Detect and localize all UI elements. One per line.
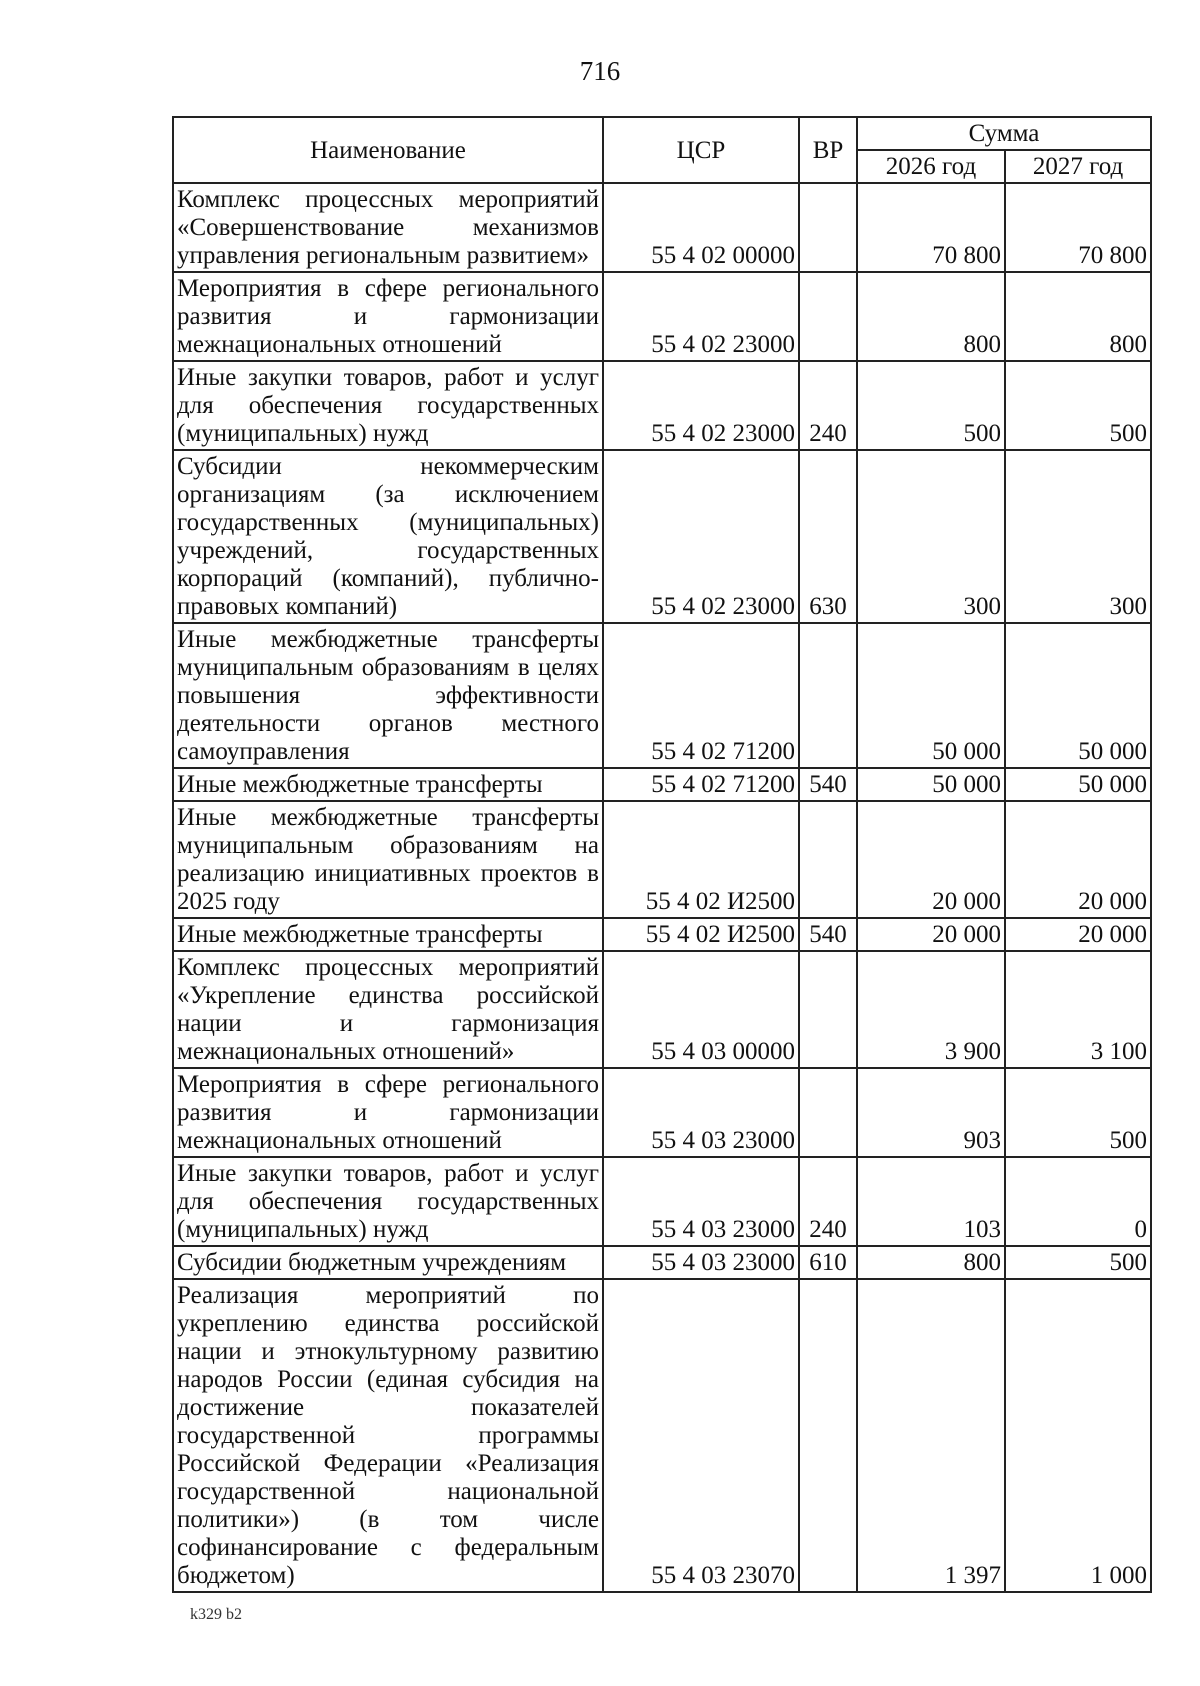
row-name: Комплекс процессных мероприятий «Совершенствование механизмов управления региональным развитием» (173, 183, 603, 272)
table-row (173, 1068, 1151, 1157)
table-row (173, 1157, 1151, 1246)
table-row (173, 768, 1151, 801)
row-csr: 55 4 02 71200 (603, 623, 799, 768)
row-name: Субсидии бюджетным учреждениям (173, 1246, 603, 1279)
row-vr (799, 1068, 857, 1157)
row-vr (799, 623, 857, 768)
table-row (173, 1246, 1151, 1279)
row-name: Мероприятия в сфере регионального развития и гармонизации межнациональных отношений (173, 272, 603, 361)
table-row (173, 272, 1151, 361)
row-sum-2026: 3 900 (857, 951, 1005, 1068)
header-vr: ВР (799, 117, 857, 183)
row-name: Иные межбюджетные трансферты муниципальным образованиям в целях повышения эффективности деятельности органов местного самоуправления (173, 623, 603, 768)
row-sum-2027: 70 800 (1005, 183, 1151, 272)
table-row (173, 183, 1151, 272)
row-name: Мероприятия в сфере регионального развития и гармонизации межнациональных отношений (173, 1068, 603, 1157)
row-csr: 55 4 02 00000 (603, 183, 799, 272)
row-sum-2027: 500 (1005, 1246, 1151, 1279)
row-sum-2026: 50 000 (857, 623, 1005, 768)
header-year-2026: 2026 год (857, 150, 1005, 183)
table-row (173, 450, 1151, 623)
row-sum-2026: 800 (857, 272, 1005, 361)
row-vr: 240 (799, 361, 857, 450)
footer-code: k329 b2 (190, 1606, 242, 1623)
row-name: Иные межбюджетные трансферты (173, 768, 603, 801)
table-row (173, 918, 1151, 951)
row-vr: 630 (799, 450, 857, 623)
table-row (173, 951, 1151, 1068)
row-csr: 55 4 02 23000 (603, 272, 799, 361)
row-sum-2026: 500 (857, 361, 1005, 450)
row-sum-2027: 20 000 (1005, 918, 1151, 951)
row-sum-2026: 70 800 (857, 183, 1005, 272)
row-sum-2027: 50 000 (1005, 623, 1151, 768)
row-vr (799, 951, 857, 1068)
budget-table (172, 116, 1152, 1593)
row-sum-2027: 500 (1005, 1068, 1151, 1157)
row-csr: 55 4 02 23000 (603, 450, 799, 623)
page-number: 716 (579, 56, 621, 86)
header-year-2027: 2027 год (1005, 150, 1151, 183)
row-vr (799, 183, 857, 272)
row-sum-2027: 500 (1005, 361, 1151, 450)
row-name: Комплекс процессных мероприятий «Укрепление единства российской нации и гармонизация межнациональных отношений» (173, 951, 603, 1068)
table-row (173, 801, 1151, 918)
row-vr: 540 (799, 918, 857, 951)
row-sum-2027: 800 (1005, 272, 1151, 361)
row-csr: 55 4 03 23000 (603, 1157, 799, 1246)
row-vr (799, 272, 857, 361)
row-csr: 55 4 03 00000 (603, 951, 799, 1068)
row-csr: 55 4 02 71200 (603, 768, 799, 801)
table-row (173, 1279, 1151, 1592)
table-header (173, 117, 1151, 183)
row-sum-2027: 300 (1005, 450, 1151, 623)
row-vr: 610 (799, 1246, 857, 1279)
row-sum-2027: 0 (1005, 1157, 1151, 1246)
row-name: Реализация мероприятий по укреплению единства российской нации и этнокультурному развитию народов России (единая субсидия на достижение показателей государственной программы Российской Федерации «Реализация государственной национальной политики») (в том числе софинансирование с федеральным бюджетом) (173, 1279, 603, 1592)
row-name: Субсидии некоммерческим организациям (за исключением государственных (муниципальных) учреждений, государственных корпораций (компаний), публично-правовых компаний) (173, 450, 603, 623)
row-name: Иные межбюджетные трансферты (173, 918, 603, 951)
row-sum-2026: 1 397 (857, 1279, 1005, 1592)
row-sum-2026: 20 000 (857, 801, 1005, 918)
row-sum-2027: 20 000 (1005, 801, 1151, 918)
row-sum-2026: 903 (857, 1068, 1005, 1157)
row-csr: 55 4 03 23000 (603, 1068, 799, 1157)
row-csr: 55 4 03 23000 (603, 1246, 799, 1279)
row-name: Иные закупки товаров, работ и услуг для обеспечения государственных (муниципальных) нужд (173, 361, 603, 450)
row-sum-2026: 103 (857, 1157, 1005, 1246)
row-vr: 240 (799, 1157, 857, 1246)
header-sum: Сумма (857, 117, 1151, 150)
row-sum-2027: 1 000 (1005, 1279, 1151, 1592)
row-csr: 55 4 02 И2500 (603, 918, 799, 951)
row-vr (799, 801, 857, 918)
row-sum-2026: 800 (857, 1246, 1005, 1279)
table-row (173, 623, 1151, 768)
row-csr: 55 4 02 23000 (603, 361, 799, 450)
header-csr: ЦСР (603, 117, 799, 183)
table-row (173, 361, 1151, 450)
row-sum-2026: 20 000 (857, 918, 1005, 951)
row-sum-2027: 3 100 (1005, 951, 1151, 1068)
row-csr: 55 4 03 23070 (603, 1279, 799, 1592)
row-name: Иные закупки товаров, работ и услуг для обеспечения государственных (муниципальных) нужд (173, 1157, 603, 1246)
row-csr: 55 4 02 И2500 (603, 801, 799, 918)
row-sum-2026: 50 000 (857, 768, 1005, 801)
row-vr: 540 (799, 768, 857, 801)
row-sum-2027: 50 000 (1005, 768, 1151, 801)
row-vr (799, 1279, 857, 1592)
row-sum-2026: 300 (857, 450, 1005, 623)
row-name: Иные межбюджетные трансферты муниципальным образованиям на реализацию инициативных проектов в 2025 году (173, 801, 603, 918)
table-body (173, 183, 1151, 1592)
header-name: Наименование (173, 117, 603, 183)
